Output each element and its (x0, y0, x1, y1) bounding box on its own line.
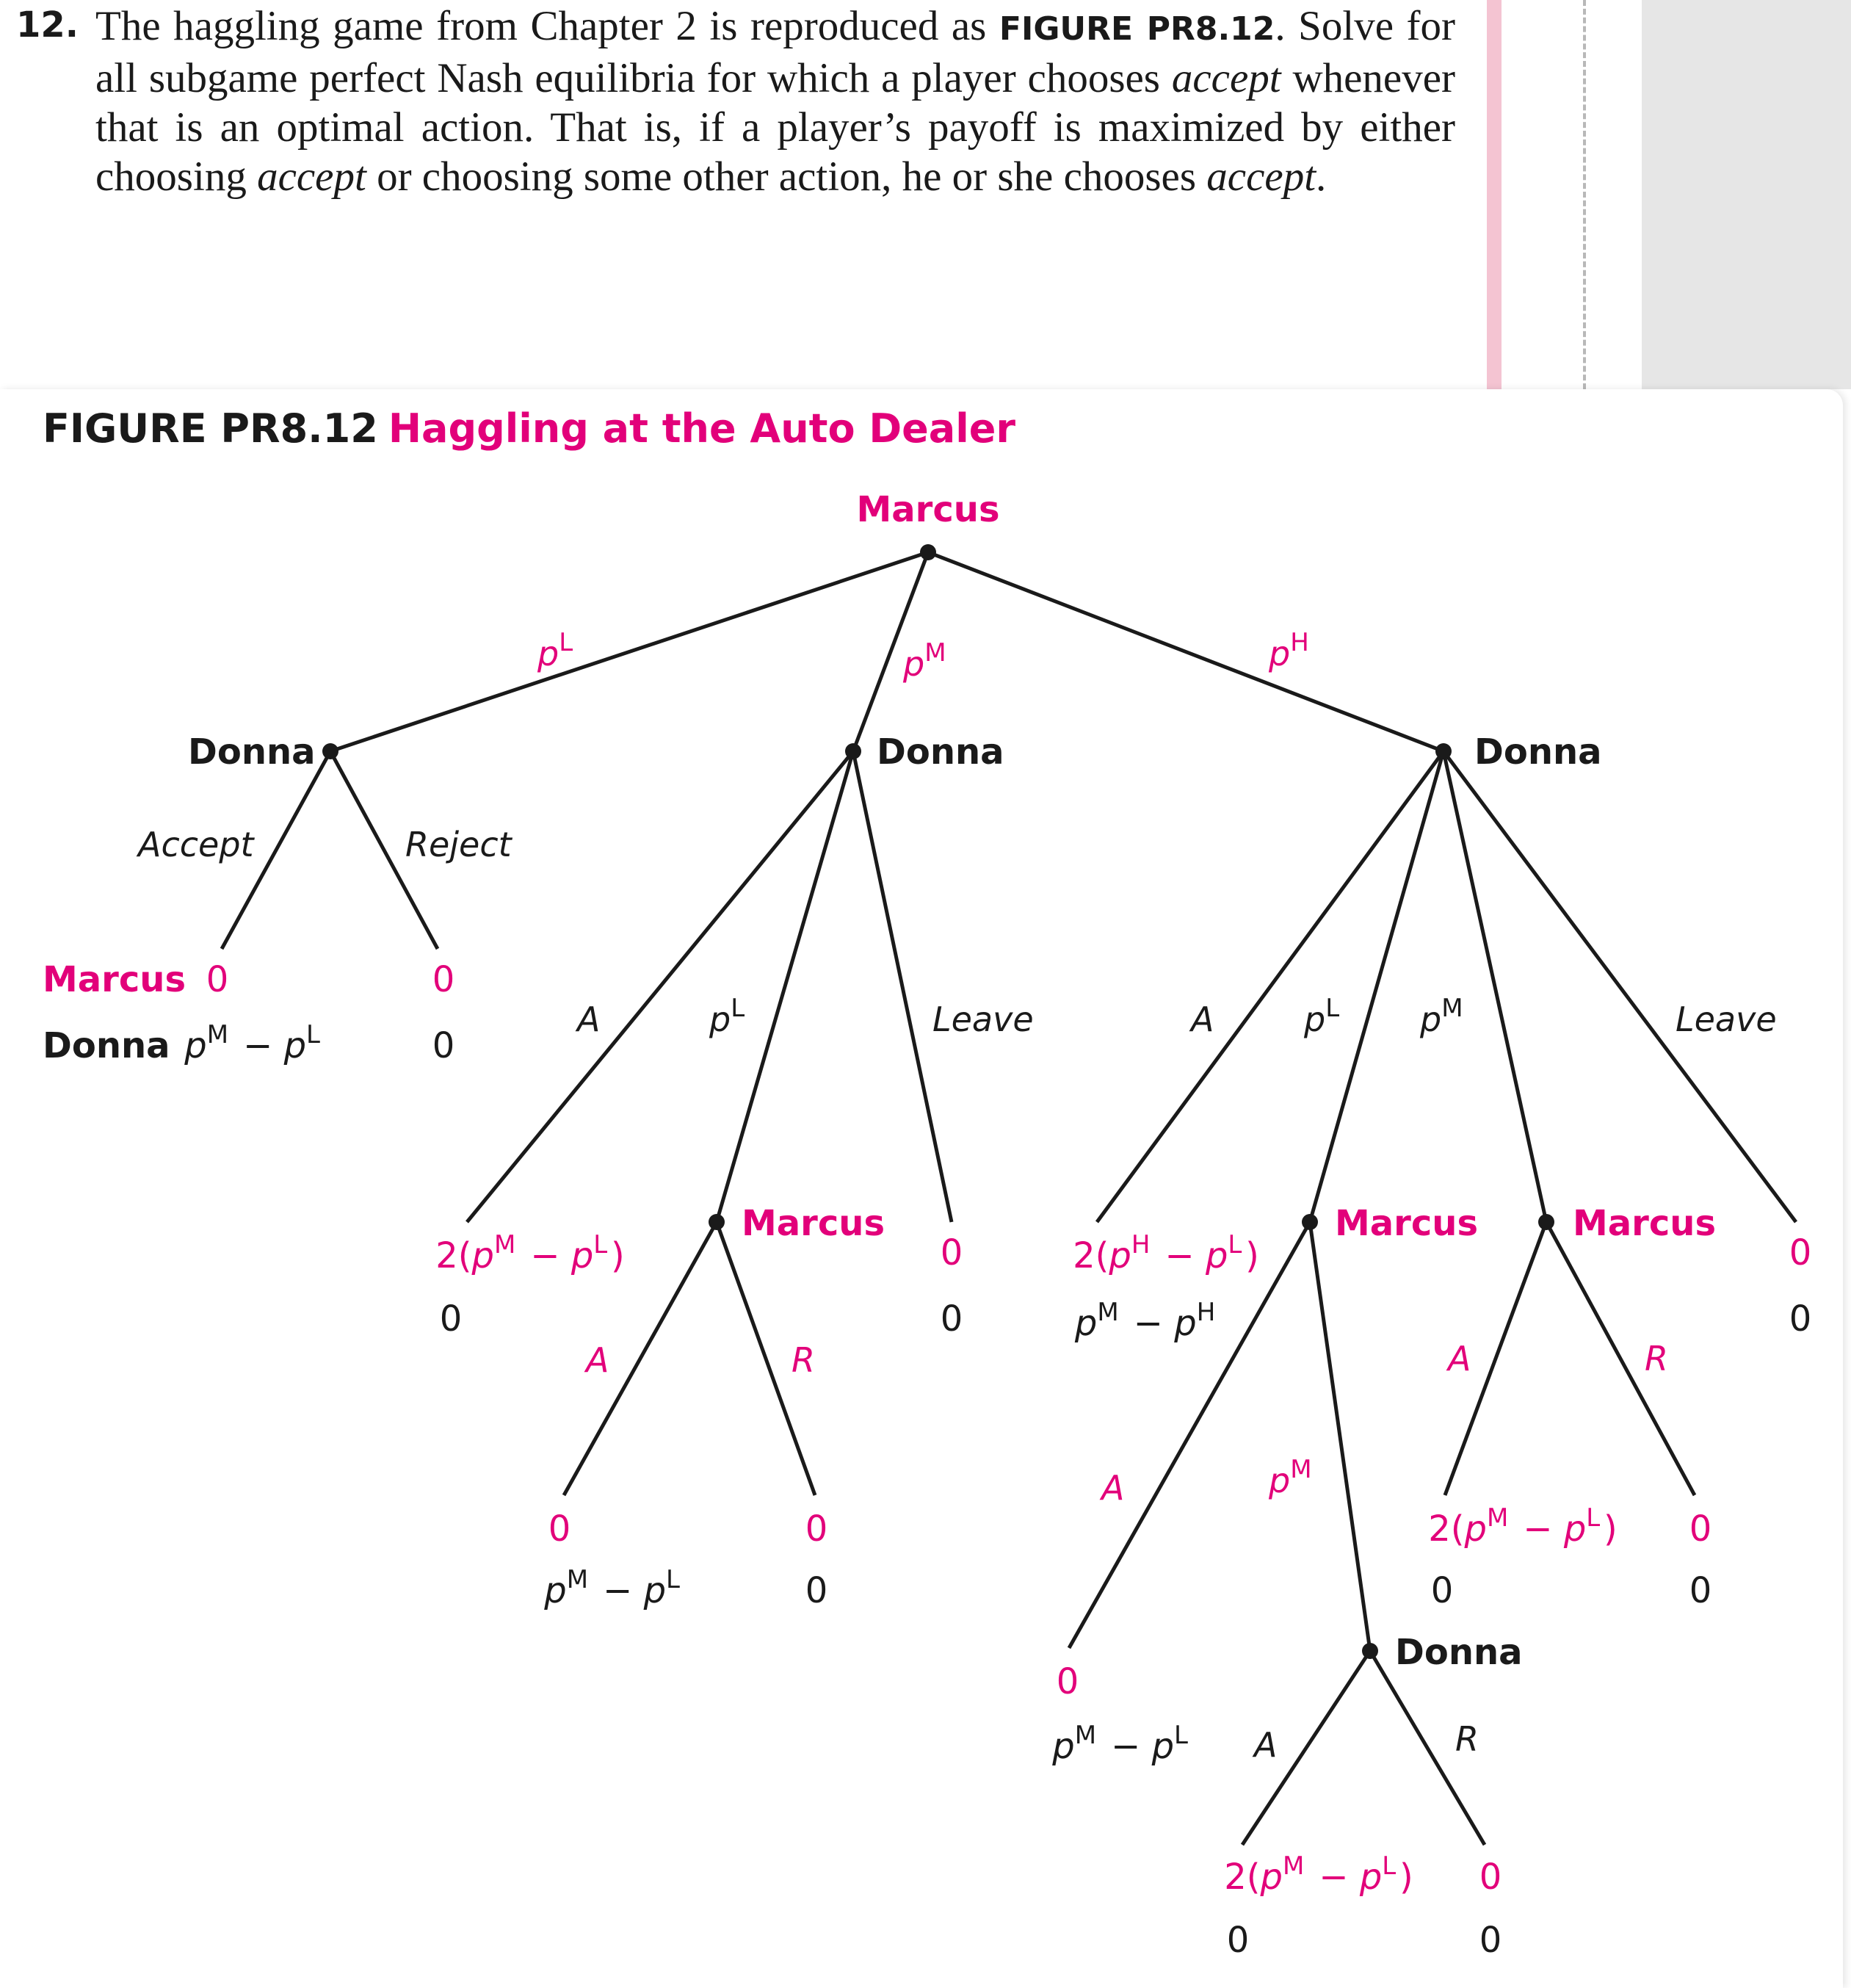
action-label-mid-a: A (577, 1000, 601, 1039)
node-marcus-right-1 (1302, 1214, 1318, 1230)
action-label-midmarcus-a: A (586, 1340, 609, 1380)
payoff-donna: 0 (1479, 1920, 1502, 1961)
payoff-donna: 0 (439, 1298, 463, 1340)
action-label-accept: Accept (138, 825, 254, 864)
edge-rm2-r (1546, 1222, 1695, 1495)
action-label-right-pm: $p^M$ (1420, 994, 1463, 1039)
node-marcus-right-2 (1538, 1214, 1554, 1230)
payoff-donna: 0 (1789, 1298, 1812, 1340)
edge-right-a (1097, 751, 1444, 1222)
node-donna-middle (845, 743, 861, 759)
payoff-marcus: 0 (548, 1508, 571, 1550)
node-marcus-middle (709, 1214, 725, 1230)
payoff-marcus: 0 (206, 959, 229, 1000)
payoff-marcus: 0 (1056, 1661, 1079, 1702)
action-label-dd-r: R (1455, 1719, 1479, 1759)
emphasis-accept: accept (257, 153, 366, 200)
payoff-row-label-marcus: Marcus (43, 959, 186, 1000)
decision-nodes (322, 544, 1554, 1659)
action-label-midmarcus-r: R (792, 1340, 815, 1380)
player-label-marcus-middle: Marcus (742, 1203, 885, 1244)
player-label-root: Marcus (856, 489, 1000, 530)
figure-reference: FIGURE PR8.12 (999, 10, 1275, 48)
payoff-donna: $p^M$ − $p^L$ (184, 1020, 320, 1066)
edge-root-low (330, 552, 928, 751)
action-label-root-high: $p^H$ (1269, 628, 1309, 673)
payoff-marcus: $2(p^M$ − $p^L$ ) (435, 1230, 625, 1276)
payoff-donna: 0 (805, 1570, 828, 1611)
payoff-donna: 0 (432, 1025, 455, 1066)
action-label-root-low: $p^L$ (537, 628, 573, 673)
edge-rm1-a (1069, 1222, 1310, 1648)
payoff-row-label-donna: Donna (43, 1025, 170, 1066)
payoff-marcus: $2(p^H$ − $p^L$ ) (1073, 1230, 1259, 1276)
payoff-donna: 0 (1430, 1570, 1454, 1611)
payoff-donna: 0 (1689, 1570, 1712, 1611)
payoff-donna: $p^M$ − $p^L$ (544, 1565, 680, 1611)
action-label-root-mid: $p^M$ (903, 638, 946, 684)
edge-mid-pl (717, 751, 853, 1222)
action-label-dd-a: A (1254, 1725, 1278, 1765)
edge-mid-leave (853, 751, 952, 1222)
action-label-rm2-r: R (1645, 1339, 1668, 1378)
action-label-right-a: A (1191, 1000, 1214, 1039)
payoff-marcus: 0 (1479, 1857, 1502, 1898)
problem-number: 12. (16, 4, 79, 46)
payoff-marcus: 0 (1789, 1232, 1812, 1273)
payoff-donna: 0 (940, 1298, 963, 1340)
payoff-marcus: $2(p^M$ − $p^L$ ) (1428, 1503, 1618, 1550)
payoff-donna: $p^M$ − $p^L$ (1052, 1721, 1188, 1767)
edge-rm1-pm (1310, 1222, 1370, 1651)
action-label-reject: Reject (405, 825, 512, 864)
edge-right-pl (1310, 751, 1444, 1222)
problem-text-part: whenever that is an optimal action. That is, if a player’s payoff is maximized by either choosing (95, 55, 1455, 200)
edge-root-high (928, 552, 1444, 751)
figure-title: Haggling at the Auto Dealer (388, 405, 1016, 452)
action-label-mid-leave: Leave (932, 1000, 1034, 1039)
payoff-donna: $p^M$ − $p^H$ (1074, 1298, 1216, 1344)
player-label-donna-deep: Donna (1395, 1632, 1523, 1673)
player-label-donna-middle: Donna (877, 731, 1004, 773)
action-label-right-pl: $p^L$ (1304, 994, 1340, 1039)
problem-text-part: or choosing some other action, he or she chooses (366, 153, 1207, 200)
problem-text-part: . Solve for all subgame perfect Nash equilibria for which a player chooses (95, 3, 1455, 101)
emphasis-accept: accept (1171, 55, 1281, 101)
edge-mid-a (467, 751, 853, 1222)
node-donna-deep (1362, 1643, 1378, 1659)
payoff-donna: 0 (1226, 1920, 1250, 1961)
player-label-donna-right: Donna (1474, 731, 1602, 773)
player-label-donna-left: Donna (188, 731, 316, 773)
action-label-right-leave: Leave (1676, 1000, 1777, 1039)
action-label-mid-pl: $p^L$ (709, 994, 745, 1039)
problem-text-part: . (1316, 153, 1327, 200)
player-label-marcus-right-2: Marcus (1573, 1203, 1717, 1244)
node-donna-left (322, 743, 338, 759)
payoff-marcus: 0 (805, 1508, 828, 1550)
node-root (920, 544, 936, 560)
problem-text-part: The haggling game from Chapter 2 is reproduced as (95, 3, 999, 49)
payoff-marcus: 0 (432, 959, 455, 1000)
player-label-marcus-right-1: Marcus (1335, 1203, 1479, 1244)
emphasis-accept: accept (1206, 153, 1316, 200)
action-label-rm2-a: A (1448, 1339, 1471, 1378)
action-label-rm1-pm: $p^M$ (1269, 1455, 1312, 1500)
payoff-marcus: 0 (1689, 1508, 1712, 1550)
payoff-marcus: 0 (940, 1232, 963, 1273)
payoff-marcus: $2(p^M$ − $p^L$ ) (1224, 1851, 1413, 1898)
node-donna-right (1435, 743, 1452, 759)
action-label-rm1-a: A (1101, 1468, 1125, 1508)
figure-number: FIGURE PR8.12 (43, 405, 378, 452)
